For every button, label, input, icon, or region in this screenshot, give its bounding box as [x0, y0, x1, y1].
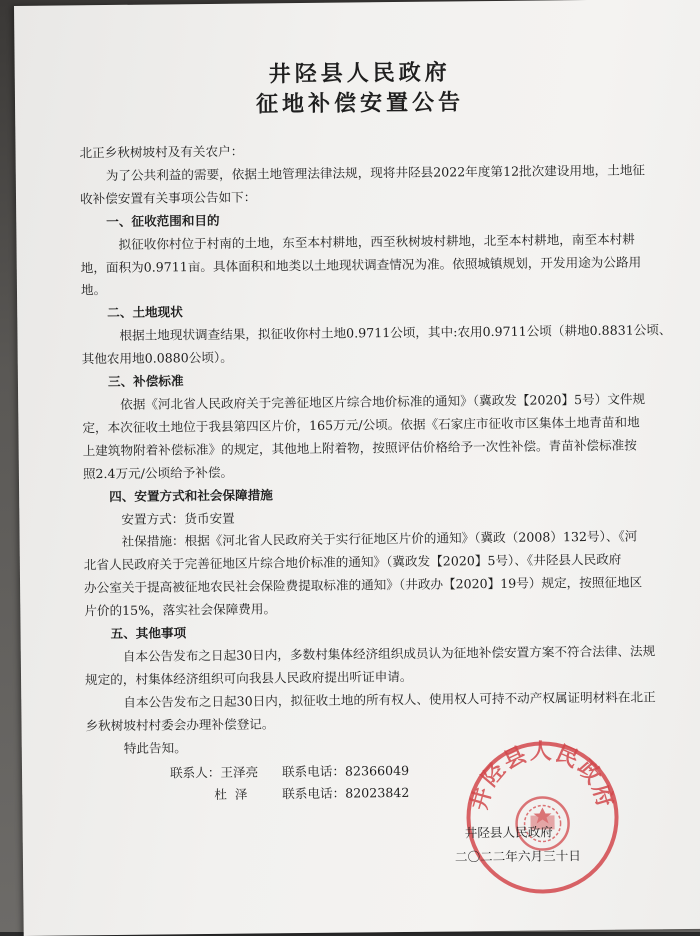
signature-org: 井陉县人民政府 — [464, 824, 553, 841]
body-line: 上建筑物附着补偿标准》的规定，其他地上附着物，按照评估价格给予一次性补偿。青苗补偿标准按 — [82, 437, 637, 459]
body-line: 收补偿安置有关事项公告如下： — [79, 189, 257, 207]
section-heading: 五、其他事项 — [110, 625, 187, 642]
phone-label-2: 联系电话： — [282, 785, 346, 802]
body-line: 自本公告发布之日起30日内，多数村集体经济组织成员认为征地补偿安置方案不符合法律、法规 — [122, 643, 656, 664]
section-heading: 三、补偿标准 — [107, 373, 184, 390]
body-line: 办公室关于提高被征地农民社会保险费提取标准的通知》（井政办【2020】19号）规定，按照征地区 — [84, 574, 643, 596]
body-line: 定，本次征收土地位于我县第四区片价，165万元/公顷。依据《石家庄市征收市区集体土地青苗和地 — [82, 414, 640, 436]
contact-row-2 — [170, 782, 409, 807]
body-line: 其他农用地0.0880公顷）。 — [81, 349, 233, 367]
body-line: 根据土地现状调查结果，拟征收你村土地0.9711公顷，其中:农用0.9711公顷（耕地0.8831公顷、 — [119, 322, 672, 344]
body-line: 拟征收你村位于村南的土地，东至本村耕地，西至秋树坡村耕地，北至本村耕地，南至本村耕 — [118, 231, 635, 252]
notice-paper — [14, 0, 700, 936]
section-heading: 一、征收范围和目的 — [106, 212, 220, 229]
contact-block — [170, 760, 410, 807]
body-line: 乡秋树坡村村委会办理补偿登记。 — [85, 715, 275, 733]
body-line: 安置方式：货币安置 — [121, 510, 235, 527]
section-heading: 四、安置方式和社会保障措施 — [109, 486, 273, 504]
issuer-title: 井陉县人民政府 — [268, 60, 451, 88]
contact-phone-2: 82023842 — [345, 784, 410, 801]
official-seal — [462, 737, 624, 899]
contact-person-1: 王泽亮 — [220, 764, 259, 780]
body-line: 地。 — [80, 282, 107, 298]
body-line: 片价的15%，落实社会保障费用。 — [84, 601, 277, 619]
body-line: 为了公共利益的需要，依据土地管理法律法规，现将井陉县2022年度第12批次建设用地，土地征 — [105, 162, 646, 183]
signature-block — [455, 820, 581, 869]
body-line: 北省人民政府关于完善征地区片综合地价标准的通知》（冀政发【2020】5号）、《井陉县人民政府 — [83, 551, 622, 573]
body-line: 规定的，村集体经济组织可向我县人民政府提出听证申请。 — [84, 668, 413, 688]
body-line: 地，面积为0.9711亩。具体面积和地类以土地现状调查情况为准。依照城镇规划，开发用途为公路用 — [80, 253, 642, 275]
seal-text: 井陉县人民政府 — [467, 739, 618, 813]
signature-date: 二〇二二年六月三十日 — [454, 848, 581, 865]
svg-text:井陉县人民政府 — [466, 739, 619, 813]
section-heading: 二、土地现状 — [107, 304, 183, 321]
notice-body — [79, 136, 675, 761]
body-line: 特此告知。 — [123, 739, 187, 756]
contact-row-1 — [170, 760, 409, 785]
body-line: 北正乡秋树坡村及有关农户： — [79, 143, 244, 161]
body-line: 依据《河北省人民政府关于完善征地区片综合地价标准的通知》（冀政发【2020】5号）文件规 — [120, 391, 646, 412]
body-line: 照2.4万元/公顷给予补偿。 — [82, 464, 234, 481]
body-line: 自本公告发布之日起30日内，拟征收土地的所有权人、使用权人可持不动产权属证明材料在北正 — [123, 689, 656, 710]
notice-title: 征地补偿安置公告 — [255, 90, 465, 118]
contact-label: 联系人： — [169, 764, 221, 781]
contact-phone-1: 82366049 — [344, 762, 410, 779]
contact-person-2: 杜 泽 — [214, 786, 248, 802]
body-line: 社保措施：根据《河北省人民政府关于实行征地区片价的通知》（冀政（2008）132号）、《河 — [121, 528, 638, 550]
phone-label-1: 联系电话： — [281, 763, 346, 780]
